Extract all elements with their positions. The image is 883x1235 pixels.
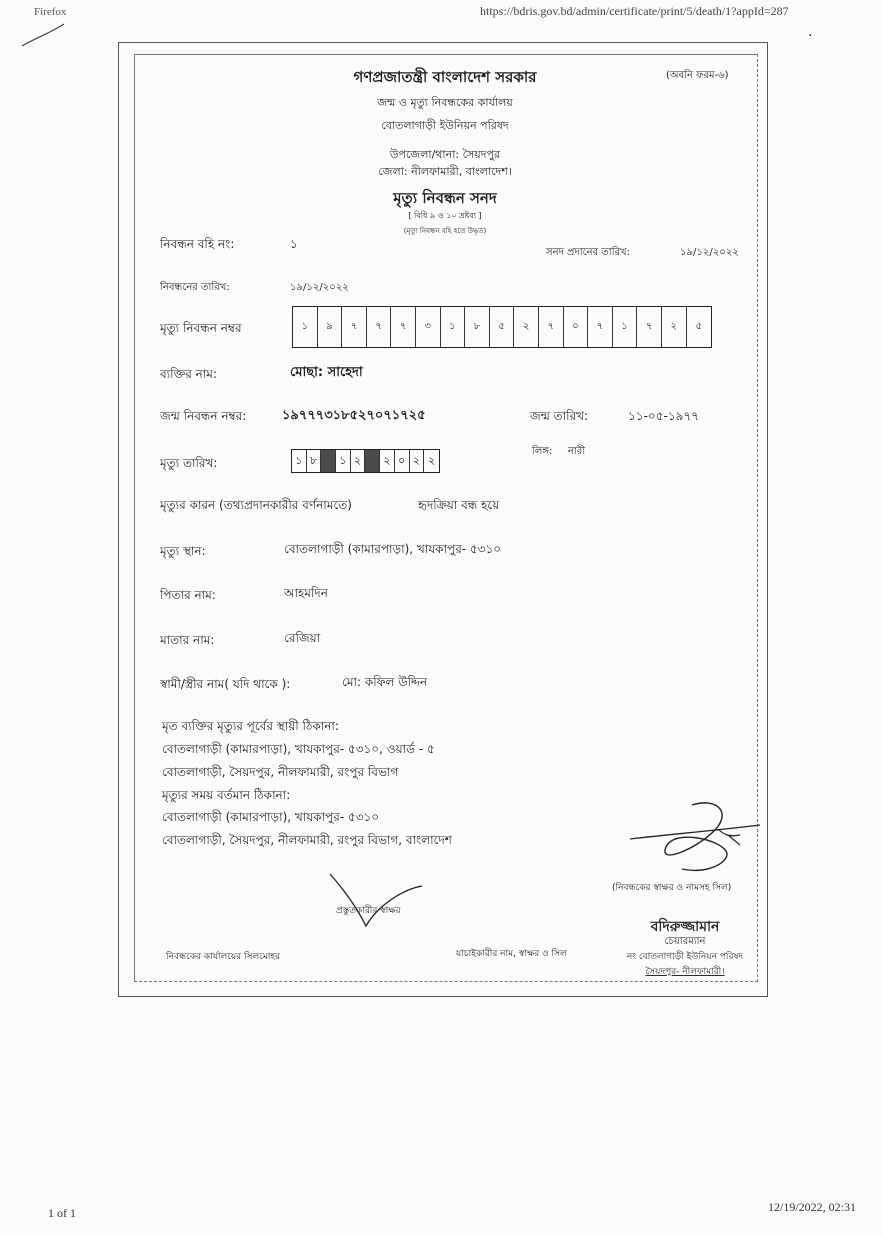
mother-label: মাতার নাম: xyxy=(160,633,215,647)
book-no-label: নিবন্ধন বহি নং: xyxy=(160,237,235,251)
reg-digit-cell: ৮ xyxy=(465,307,490,347)
name-value: মোছা: সাহেদা xyxy=(290,365,363,380)
date-digit-cell: ২ xyxy=(410,450,425,472)
reg-digit-cell: ১ xyxy=(441,307,466,347)
reg-digit-cell: ৭ xyxy=(391,307,416,347)
dob-label: জন্ম তারিখ: xyxy=(530,409,589,423)
reg-digit-cell: ৫ xyxy=(490,307,515,347)
reg-date-label: নিবন্ধনের তারিখ: xyxy=(160,282,230,293)
place-label: মৃত্যু স্থান: xyxy=(160,544,206,558)
father-label: পিতার নাম: xyxy=(160,588,216,602)
birth-reg-value: ১৯৭৭৭৩১৮৫২৭০৭১৭২৫ xyxy=(282,408,426,423)
chairman-union: নং বোতলাগাড়ী ইউনিয়ন পরিষদ xyxy=(626,952,744,962)
reg-digit-cell: ০ xyxy=(564,307,589,347)
reg-digit-cell: ৫ xyxy=(695,320,703,332)
reg-digit-cell: ৯ xyxy=(318,307,343,347)
chairman-title: চেয়ারম্যান xyxy=(664,936,706,947)
death-date-label: মৃত্যু তারিখ: xyxy=(160,456,218,470)
print-datetime: 12/19/2022, 02:31 xyxy=(768,1200,857,1214)
death-reg-no-label: মৃত্যু নিবন্ধন নম্বর xyxy=(160,321,242,335)
issue-date-value: ১৯/১২/২০২২ xyxy=(680,247,739,258)
dob-value: ১১-০৫-১৯৭৭ xyxy=(628,409,700,423)
reg-digit-cell: ৭ xyxy=(539,307,564,347)
reg-digit-cell: ৭ xyxy=(367,307,392,347)
perm-address-line2: বোতলাগাড়ী, সৈয়দপুর, নীলফামারী, রংপুর বিভাগ xyxy=(162,765,399,779)
curr-address-line2: বোতলাগাড়ী, সৈয়দপুর, নীলফামারী, রংপুর বিভাগ, বাংলাদেশ xyxy=(162,833,452,847)
date-digit-cell: ১ xyxy=(292,450,307,472)
death-reg-no-grid xyxy=(292,306,712,348)
reg-digit-cell: ৭ xyxy=(588,307,613,347)
spouse-value: মো: কফিল উদ্দিন xyxy=(342,675,428,689)
preparer-sig-caption: প্রস্তুতকারীর স্বাক্ষর xyxy=(336,906,401,916)
date-separator-cell xyxy=(365,450,380,472)
cause-value: হৃদক্রিয়া বন্ধ হয়ে xyxy=(418,498,500,512)
reg-digit-cell: ৭ xyxy=(342,307,367,347)
certificate-title: মৃত্যু নিবন্ধন সনদ xyxy=(393,189,497,207)
place-value: বোতলাগাড়ী (কামারপাড়া), খাযকাপুর- ৫৩১০ xyxy=(284,542,502,556)
sex-label: লিঙ্গ: xyxy=(532,446,553,457)
office-seal-caption: নিবন্ধকের কার্যালয়ের সিলমোহর xyxy=(166,952,281,962)
chairman-place: সৈয়দপুর- নীলফামারী। xyxy=(645,967,725,977)
reg-digit-cell: ২ xyxy=(662,307,687,347)
browser-name: Firefox xyxy=(34,6,67,18)
date-digit-cell: ২ xyxy=(351,450,366,472)
perm-address-line1: বোতলাগাড়ী (কামারপাড়া), খাযকাপুর- ৫৩১০, ওয়ার্ড - ৫ xyxy=(162,742,435,756)
verifier-caption: যাচাইকারীর নাম, স্বাক্ষর ও সিল xyxy=(456,949,567,959)
book-no-value: ১ xyxy=(290,237,298,251)
upazila-line: উপজেলা/থানা: সৈয়দপুর xyxy=(389,148,501,161)
rule-reference: [ বিধি ৯ ও ১০ দ্রষ্টব্য ] xyxy=(408,211,482,220)
spouse-label: স্বামী/স্ত্রীর নাম( যদি থাকে ): xyxy=(160,677,291,691)
date-digit-cell: ১ xyxy=(336,450,351,472)
registrar-signature xyxy=(622,795,772,880)
date-digit-cell: ২ xyxy=(427,453,436,467)
reg-digit-cell: ২ xyxy=(514,307,539,347)
father-value: আহমদিন xyxy=(284,586,328,600)
reg-digit-cell: ১ xyxy=(293,307,318,347)
perm-address-label: মৃত ব্যক্তির মৃত্যুর পূর্বের স্থায়ী ঠিকানা: xyxy=(162,719,339,733)
name-label: ব্যক্তির নাম: xyxy=(160,367,218,381)
curr-address-line1: বোতলাগাড়ী (কামারপাড়া), খাযকাপুর- ৫৩১০ xyxy=(162,810,380,824)
death-date-grid xyxy=(291,449,440,473)
office-name: জন্ম ও মৃত্যু নিবন্ধকের কার্যালয় xyxy=(377,96,513,109)
govt-title: গণপ্রজাতন্ত্রী বাংলাদেশ সরকার xyxy=(353,68,537,86)
date-digit-cell: ০ xyxy=(395,450,410,472)
reg-digit-cell: ১ xyxy=(613,307,638,347)
date-digit-cell: ৮ xyxy=(307,450,322,472)
reg-date-value: ১৯/১২/২০২২ xyxy=(290,282,349,293)
mother-value: রেজিয়া xyxy=(284,631,321,645)
preparer-signature xyxy=(320,868,430,934)
page-url: https://bdris.gov.bd/admin/certificate/print/5/death/1?appId=287 xyxy=(480,4,789,18)
issue-date-label: সনদ প্রদানের তারিখ: xyxy=(546,247,630,258)
sex-value: নারী xyxy=(568,446,586,457)
page-count: 1 of 1 xyxy=(48,1206,76,1220)
reg-digit-cell: ৩ xyxy=(416,307,441,347)
union-name: বোতলাগাড়ী ইউনিয়ন পরিষদ xyxy=(381,119,509,132)
reg-digit-cell: ৭ xyxy=(637,307,662,347)
curr-address-label: মৃত্যুর সময় বর্তমান ঠিকানা: xyxy=(162,788,291,802)
registrar-sig-caption: (নিবন্ধকের স্বাক্ষর ও নামসহ সিল) xyxy=(612,883,732,893)
district-line: জেলা: নীলফামারী, বাংলাদেশ। xyxy=(378,165,512,178)
chairman-name: বদিরুজ্জামান xyxy=(650,919,720,935)
date-separator-cell xyxy=(321,450,336,472)
form-number: (অবনি ফরম-৬) xyxy=(666,70,729,81)
dot-mark: · xyxy=(808,28,813,44)
date-digit-cell: ২ xyxy=(380,450,395,472)
extract-note: (মৃত্যু নিবন্ধন বহি হতে উদ্ধৃত) xyxy=(403,227,487,235)
cause-label: মৃত্যুর কারন (তথ্যপ্রদানকারীর বর্ণনামতে) xyxy=(160,498,352,512)
birth-reg-label: জন্ম নিবন্ধন নম্বর: xyxy=(160,409,247,423)
pen-mark-icon xyxy=(18,20,68,50)
